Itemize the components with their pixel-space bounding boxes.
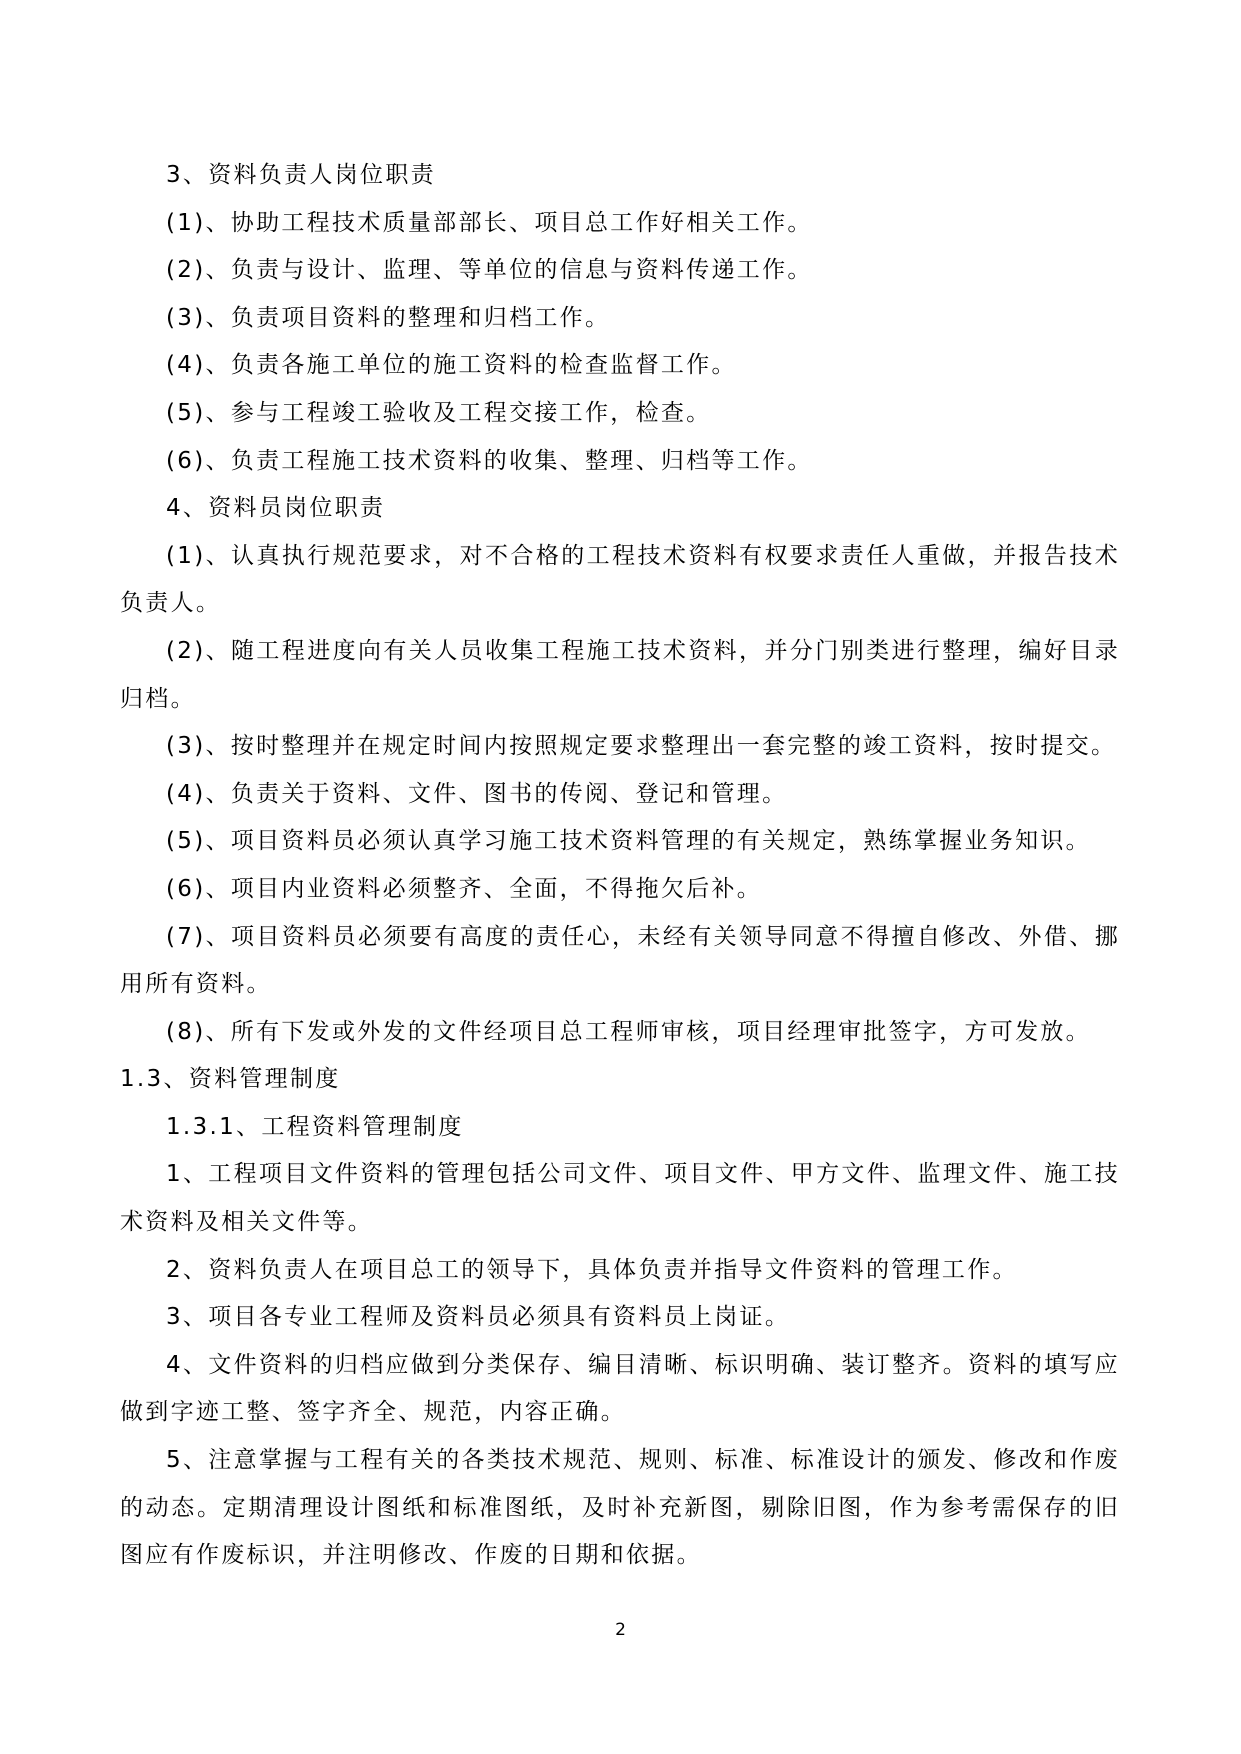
paragraph: (7)、项目资料员必须要有高度的责任心，未经有关领导同意不得擅自修改、外借、挪用所有资料。 xyxy=(120,923,1120,998)
paragraph: (8)、所有下发或外发的文件经项目总工程师审核，项目经理审批签字，方可发放。 xyxy=(166,1018,1091,1045)
paragraph: 3、资料负责人岗位职责 xyxy=(166,162,436,188)
paragraph: 3、项目各专业工程师及资料员必须具有资料员上岗证。 xyxy=(166,1304,791,1331)
paragraph: (5)、参与工程竣工验收及工程交接工作，检查。 xyxy=(166,399,712,426)
document-body xyxy=(120,152,1120,1580)
paragraph: (2)、负责与设计、监理、等单位的信息与资料传递工作。 xyxy=(166,257,813,284)
paragraph: (3)、负责项目资料的整理和归档工作。 xyxy=(166,304,611,331)
paragraph: (4)、负责关于资料、文件、图书的传阅、登记和管理。 xyxy=(166,780,788,807)
paragraph: 4、文件资料的归档应做到分类保存、编目清晰、标识明确、装订整齐。资料的填写应做到字迹工整、签字齐全、规范，内容正确。 xyxy=(120,1351,1120,1426)
paragraph: 5、注意掌握与工程有关的各类技术规范、规则、标准、标准设计的颁发、修改和作废的动态。定期清理设计图纸和标准图纸，及时补充新图，剔除旧图，作为参考需保存的旧图应有作废标识，并注明修改、作废的日期和依据。 xyxy=(120,1447,1120,1569)
subsection-heading: 1.3.1、工程资料管理制度 xyxy=(166,1113,464,1140)
paragraph: (1)、协助工程技术质量部部长、项目总工作好相关工作。 xyxy=(166,209,813,236)
paragraph: (5)、项目资料员必须认真学习施工技术资料管理的有关规定，熟练掌握业务知识。 xyxy=(166,828,1091,855)
paragraph: (4)、负责各施工单位的施工资料的检查监督工作。 xyxy=(166,352,737,379)
paragraph: (1)、认真执行规范要求，对不合格的工程技术资料有权要求责任人重做，并报告技术负责人。 xyxy=(120,542,1120,617)
page-number: 2 xyxy=(615,1620,626,1640)
paragraph: 4、资料员岗位职责 xyxy=(166,495,386,522)
paragraph: (2)、随工程进度向有关人员收集工程施工技术资料，并分门别类进行整理，编好目录归档。 xyxy=(120,637,1120,712)
paragraph: (3)、按时整理并在规定时间内按照规定要求整理出一套完整的竣工资料，按时提交。 xyxy=(166,733,1117,760)
paragraph: 1、工程项目文件资料的管理包括公司文件、项目文件、甲方文件、监理文件、施工技术资料及相关文件等。 xyxy=(120,1161,1120,1236)
paragraph: 2、资料负责人在项目总工的领导下，具体负责并指导文件资料的管理工作。 xyxy=(166,1256,1018,1283)
paragraph: (6)、负责工程施工技术资料的收集、整理、归档等工作。 xyxy=(166,447,813,474)
section-heading: 1.3、资料管理制度 xyxy=(120,1066,341,1093)
paragraph: (6)、项目内业资料必须整齐、全面，不得拖欠后补。 xyxy=(166,875,763,902)
